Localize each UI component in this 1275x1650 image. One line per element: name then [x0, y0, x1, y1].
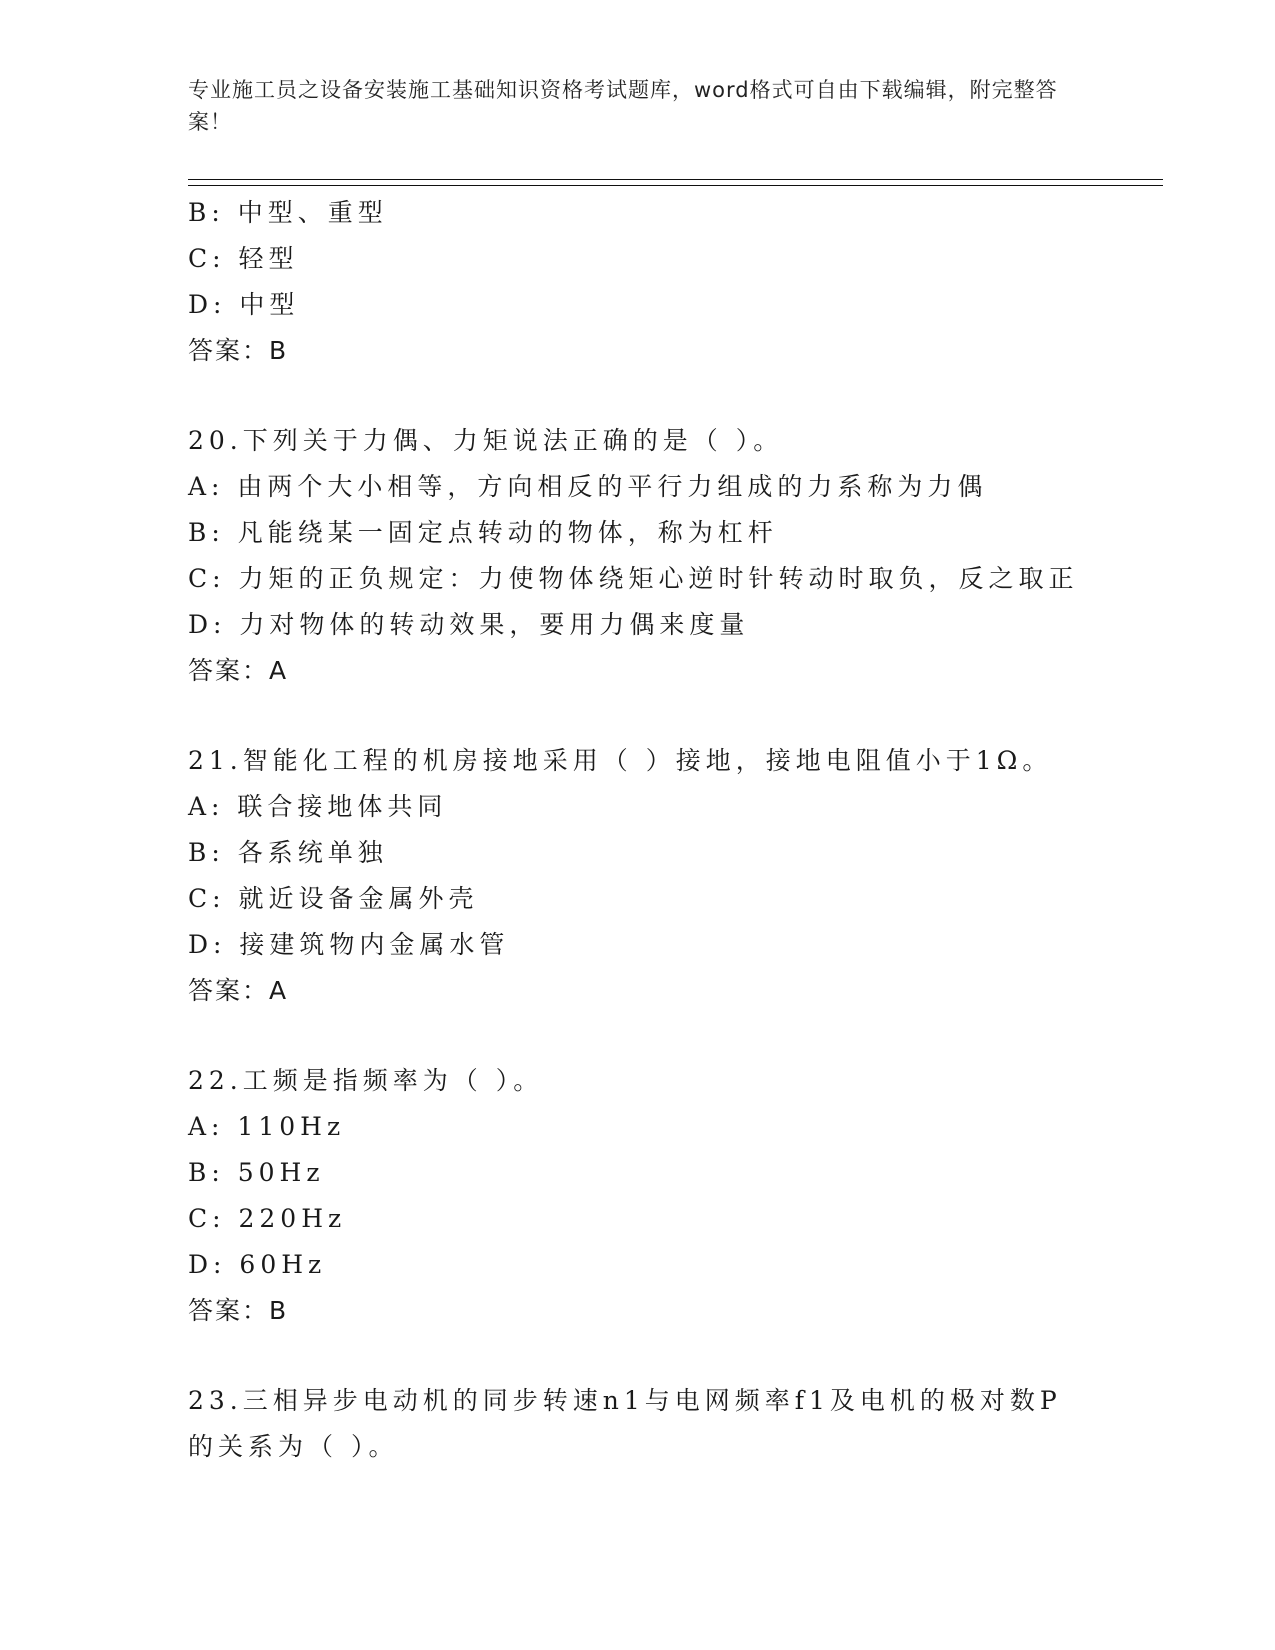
option-c: C: 220Hz: [188, 1204, 347, 1233]
option-d: D: 中型: [188, 290, 300, 319]
question-stem: 23.三相异步电动机的同步转速n1与电网频率f1及电机的极对数P的关系为（ ）。: [188, 1386, 1062, 1461]
answer-line: 答案：A: [188, 976, 289, 1005]
option-b: B: 50Hz: [188, 1158, 325, 1187]
answer-line: 答案：A: [188, 656, 289, 685]
answer-line: 答案：B: [188, 1296, 289, 1325]
option-b: B: 中型、重型: [188, 198, 388, 227]
option-d: D: 力对物体的转动效果，要用力偶来度量: [188, 610, 750, 639]
option-a: A: 110Hz: [188, 1112, 346, 1141]
option-c: C: 轻型: [188, 244, 299, 273]
page-header: 专业施工员之设备安装施工基础知识资格考试题库，word格式可自由下载编辑，附完整答案！: [188, 78, 1058, 134]
question-stem: 22.工频是指频率为（ ）。: [188, 1066, 544, 1095]
header-divider: [188, 179, 1163, 186]
question-stem: 20.下列关于力偶、力矩说法正确的是（ ）。: [188, 426, 784, 455]
option-b: B: 凡能绕某一固定点转动的物体，称为杠杆: [188, 518, 778, 547]
option-d: D: 60Hz: [188, 1250, 327, 1279]
question-stem: 21.智能化工程的机房接地采用（ ）接地，接地电阻值小于1Ω。: [188, 746, 1053, 775]
option-a: A: 由两个大小相等，方向相反的平行力组成的力系称为力偶: [188, 472, 988, 501]
question-list: [188, 190, 1163, 1470]
option-c: C: 力矩的正负规定：力使物体绕矩心逆时针转动时取负，反之取正: [188, 564, 1079, 593]
option-d: D: 接建筑物内金属水管: [188, 930, 510, 959]
option-c: C: 就近设备金属外壳: [188, 884, 479, 913]
answer-line: 答案：B: [188, 336, 289, 365]
option-a: A: 联合接地体共同: [188, 792, 448, 821]
option-b: B: 各系统单独: [188, 838, 388, 867]
